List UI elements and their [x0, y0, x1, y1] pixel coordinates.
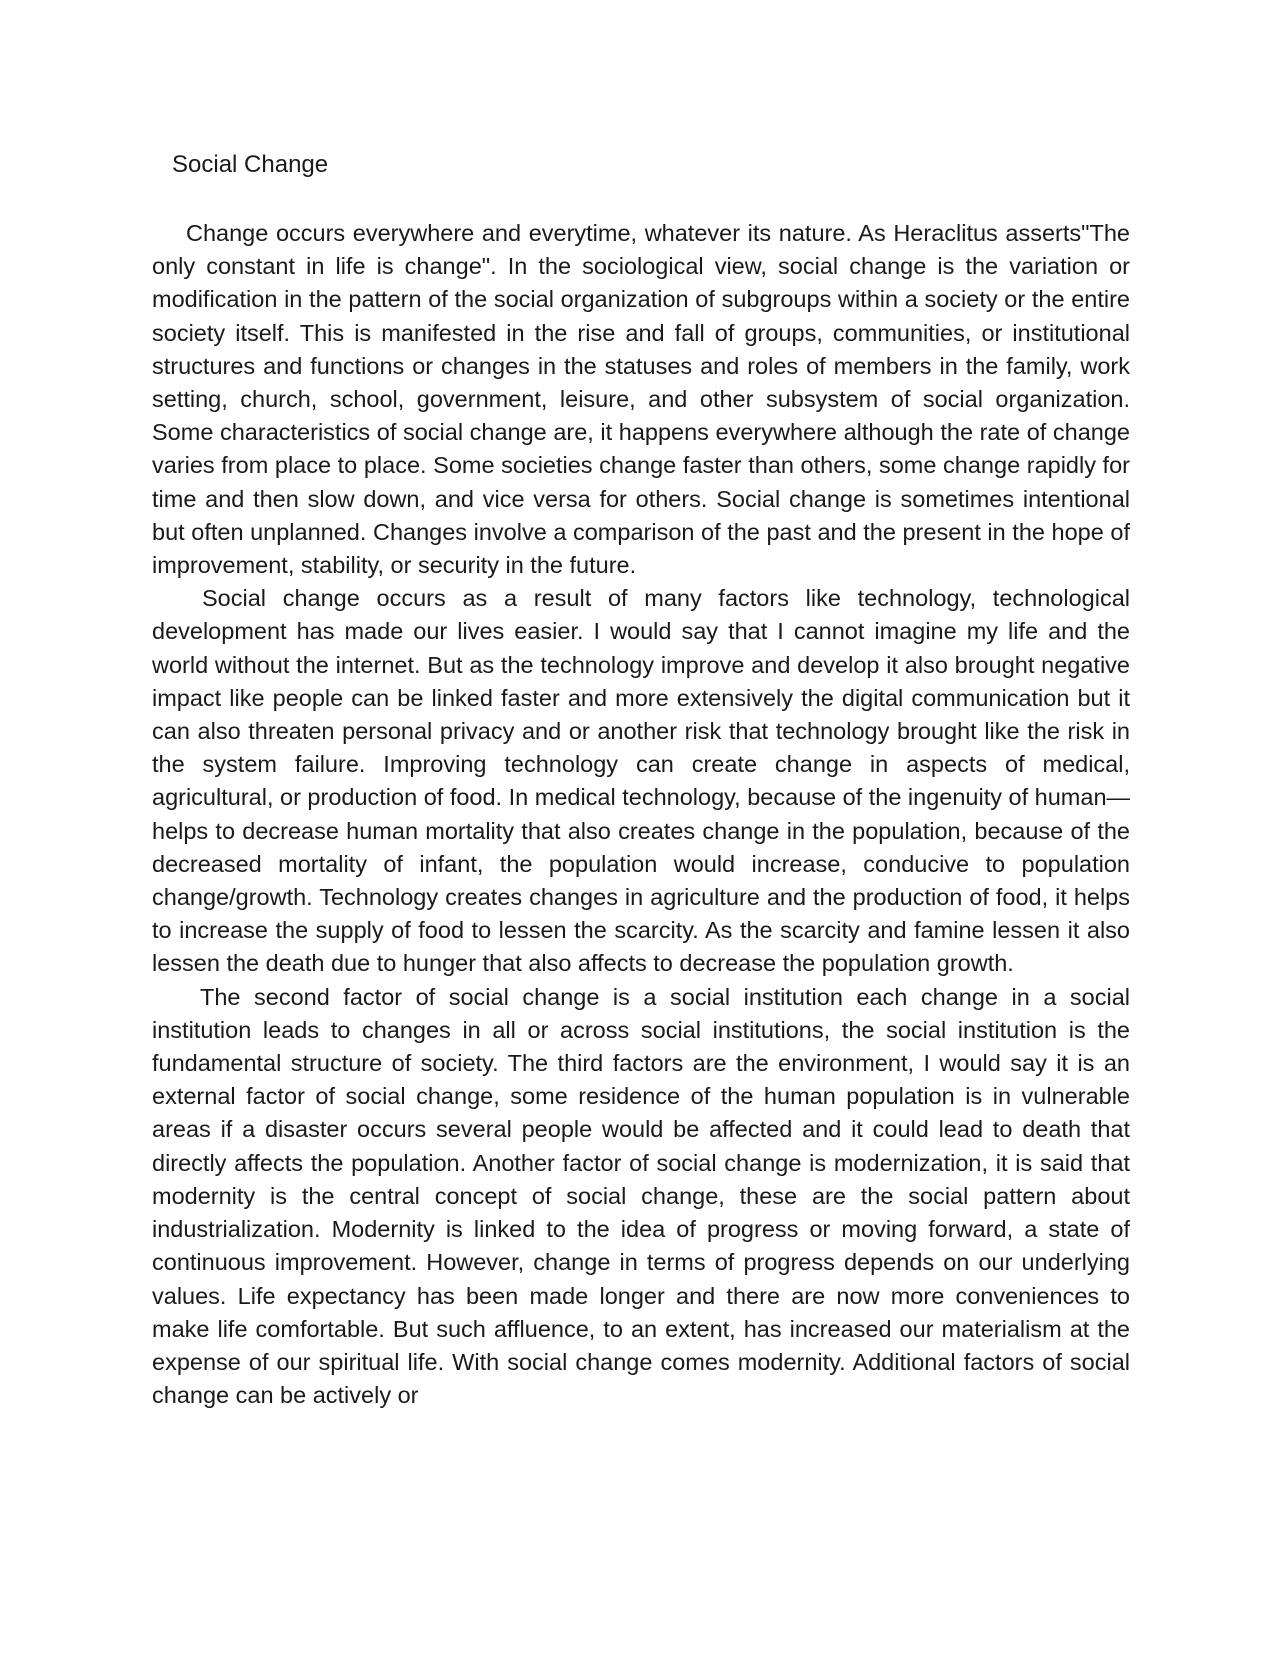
page-title: Social Change	[172, 151, 329, 178]
essay-body	[152, 217, 1130, 1412]
paragraph-intro: Change occurs everywhere and everytime, whatever its nature. As Heraclitus asserts"The only constant in life is change". In the sociological view, social change is the variation or modification in the pattern of the social organization of subgroups within a society or the entire society itself. This is manifested in the rise and fall of groups, communities, or institutional structures and functions or changes in the statuses and roles of members in the family, work setting, church, school, government, leisure, and other subsystem of social organization. Some characteristics of social change are, it happens everywhere although the rate of change varies from place to place. Some societies change faster than others, some change rapidly for time and then slow down, and vice versa for others. Social change is sometimes intentional but often unplanned. Changes involve a comparison of the past and the present in the hope of improvement, stability, or security in the future.	[152, 220, 1130, 579]
paragraph-technology: Social change occurs as a result of many factors like technology, technological development has made our lives easier. I would say that I cannot imagine my life and the world without the internet. But as the technology improve and develop it also brought negative impact like people can be linked faster and more extensively the digital communication but it can also threaten personal privacy and or another risk that technology brought like the risk in the system failure. Improving technology can create change in aspects of medical, agricultural, or production of food. In medical technology, because of the ingenuity of human—helps to decrease human mortality that also creates change in the population, because of the decreased mortality of infant, the population would increase, conducive to population change/growth. Technology creates changes in agriculture and the production of food, it helps to increase the supply of food to lessen the scarcity. As the scarcity and famine lessen it also lessen the death due to hunger that also affects to decrease the population growth.	[152, 585, 1131, 977]
paragraph-institutions: The second factor of social change is a social institution each change in a social institution leads to changes in all or across social institutions, the social institution is the fundamental structure of society. The third factors are the environment, I would say it is an external factor of social change, some residence of the human population is in vulnerable areas if a disaster occurs several people would be affected and it could lead to death that directly affects the population. Another factor of social change is modernization, it is said that modernity is the central concept of social change, these are the social pattern about industrialization. Modernity is linked to the idea of progress or moving forward, a state of continuous improvement. However, change in terms of progress depends on our underlying values. Life expectancy has been made longer and there are now more conveniences to make life comfortable. But such affluence, to an extent, has increased our materialism at the expense of our spiritual life. With social change comes modernity. Additional factors of social change can be actively or	[152, 983, 1130, 1409]
